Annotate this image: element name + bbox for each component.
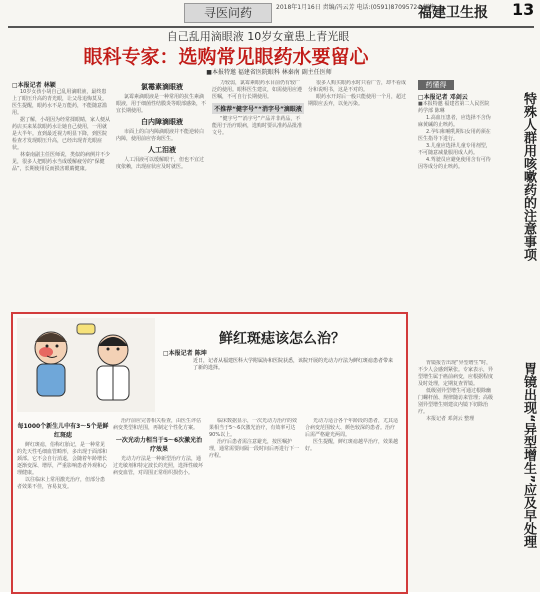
right-para: 3.儿童应选择儿童专用剂型，不可随意减量服用成人药。 [418, 143, 491, 156]
right-reporter: □本报记者 邓剑云 [418, 94, 468, 101]
right-para-2: 胃镜报告出现“异型增生”时，不少人会感到紧张。专家表示，异型增生属于癌前病变，应根据程度及时处理，定期复查胃镜。 [418, 360, 494, 387]
main-reporter: □本报记者 林颖 [12, 82, 56, 89]
box-col-4 [305, 418, 399, 586]
cartoon-illustration [17, 318, 155, 412]
box-col2-para: 光动力疗法是一种新型治疗方法，通过光敏剂和特定波长的光照，选择性破坏病变血管，对周围正常组织损伤小。 [113, 456, 204, 476]
right-article-2 [418, 360, 494, 588]
main-col1-para: 林秦南副主任医师说，类似的病例并不少见，很多人把眼药水当成缓解疲劳的“保健品”，长期使用反而损害眼睛健康。 [12, 152, 110, 172]
box-col1-para: 以往临床上常用激光治疗，但部分患者效果不佳，容易复发。 [17, 477, 106, 490]
right-para: 1.高血压患者，应选择不含伪麻黄碱的止咳药。 [418, 115, 491, 128]
right-para-2: 本报记者 邓剑云 整理 [426, 416, 475, 422]
cartoon-svg [17, 318, 155, 412]
main-col2-para: 人工泪液可以缓解眼干，但也不宜过度依赖，出现症状应及时就医。 [116, 157, 205, 170]
right-headline-2: 胃镜出现“异型增生”应及早处理 [521, 362, 536, 549]
main-col2-para: 氯霉素滴眼液是一种常用的抗生素滴眼液，用于细菌性结膜炎等眼部感染，不宜长期使用。 [116, 94, 207, 114]
right-para: 2.孕妇和哺乳期妇女用药须在医生指导下进行。 [418, 129, 491, 142]
box-col3-para: 治疗后患者需注意避光，按医嘱护理，通常需要间隔一段时间后再进行下一疗程。 [209, 439, 300, 459]
box-col4-para: 医生提醒，鲜红斑痣越早治疗，效果越好。 [305, 439, 399, 452]
right-headline-1: 特殊人群用咳嗽药的注意事项 [521, 92, 536, 261]
subheading: 人工泪液 [148, 146, 176, 154]
main-col-3 [212, 80, 304, 308]
date-info: 2018年1月16日 责编/冯云芳 电话:(0591)87095724 邮箱: [276, 4, 437, 11]
box-reporter: □本报记者 陈坤 [163, 350, 207, 357]
article-headline: 眼科专家：选购常见眼药水要留心 [83, 46, 369, 68]
box-col1-para: 鲜红斑痣，俗称红胎记，是一种常见的先天性毛细血管畸形，多出现于面部和颈部。它不会自行消退，会随着年龄增长逐渐变深、增厚，严重影响患者外观和心理健康。 [17, 442, 108, 476]
box-col4-para: 光动力适合各个年龄段的患者，尤其适合病变范围较大、颜色较深的患者。治疗后需严格避光两周。 [305, 418, 399, 438]
main-col-1 [12, 80, 110, 308]
main-col2-para: 市面上的白内障滴眼液并不能逆转白内障，使用前应咨询医生。 [116, 129, 205, 142]
right-column-tag: 药懂得 [418, 80, 454, 90]
main-col3-para: 力较弱，氯霉素眼药水目前仍有较广泛的使用。眼科医生建议，如需使用应遵医嘱，不可自行长期使用。 [212, 80, 303, 100]
main-col4-para: 很多人购买眼药水时只看广告，却不看成分和说明书，这是不对的。 [308, 80, 407, 93]
main-col1-para: 据了解，小胡因为经常揉眼睛，家人便从药店买来某款眼药水让她自己使用，一用就是大半年。直到最近视力明显下降，到医院检查才发现眼压升高，已经出现青光眼症状。 [12, 117, 110, 151]
page-header [8, 0, 534, 28]
box-subheading: 每1000个新生儿中有3～5个是鲜红斑痣 [17, 423, 109, 439]
box-col-2 [113, 418, 205, 586]
box-col3-para: 临床数据显示，一次光动力治疗的效果相当于5～6次激光治疗，有效率可达90%以上。 [209, 418, 298, 438]
article-byline: ■本报特邀 福建省医院眼科 林秦南 副主任医师 [206, 69, 332, 76]
box-col2-para: 治疗前应完善相关检查，由医生评估病变类型和范围，再制定个性化方案。 [113, 418, 202, 431]
right-para-2: 低级别异型增生可通过根除幽门螺杆菌、规律随访来管理；高级别异型增生则建议内镜下切除治疗。 [418, 388, 494, 415]
subheading-boxed: 不推荐“健字号”“消字号”滴眼液 [212, 103, 304, 114]
main-col1-para: 10岁女孩小胡自己乱用滴眼液，最终患上了眼压升高的青光眼，让父母追悔莫及。医生提醒，眼药水不是万能药，不能随意滥用。 [12, 89, 108, 116]
box-title: 鲜红斑痣该怎么治？ [219, 331, 345, 347]
main-col-2 [116, 80, 208, 308]
main-col-4 [308, 80, 408, 308]
main-col4-para: 眼药水开封后一般只能使用一个月，超过期限应丢弃，以免污染。 [308, 94, 407, 107]
article-kicker: 自己乱用滴眼液 10岁女童患上青光眼 [166, 30, 350, 43]
page-number: 13 [512, 0, 535, 19]
main-col3-para: “健字号”“消字号”产品并非药品，不能用于治疗眼病，选购时要认准药品批准文号。 [212, 116, 303, 136]
article-box [11, 312, 408, 594]
box-subheading: 一次光动力相当于5～6次激光治疗效果 [115, 437, 203, 453]
box-col-1 [17, 418, 109, 586]
subheading: 白内障滴眼液 [141, 118, 183, 126]
masthead: 福建卫生报 [418, 5, 488, 21]
right-para: 4.驾驶员应避免使用含有可待因等成分的止咳药。 [418, 157, 491, 170]
right-article-1 [418, 92, 494, 354]
box-lead: 近日，记者从福建医科大学附属协和医院获悉，该院开展的光动力疗法为鲜红斑痣患者带来了新的选择。 [193, 358, 394, 371]
right-byline: ■本报特邀 福建省第二人民医院药学部 陈琳 [418, 101, 490, 114]
box-col-3 [209, 418, 301, 586]
section-label: 寻医问药 [184, 3, 272, 23]
subheading: 氯霉素滴眼液 [141, 83, 183, 91]
